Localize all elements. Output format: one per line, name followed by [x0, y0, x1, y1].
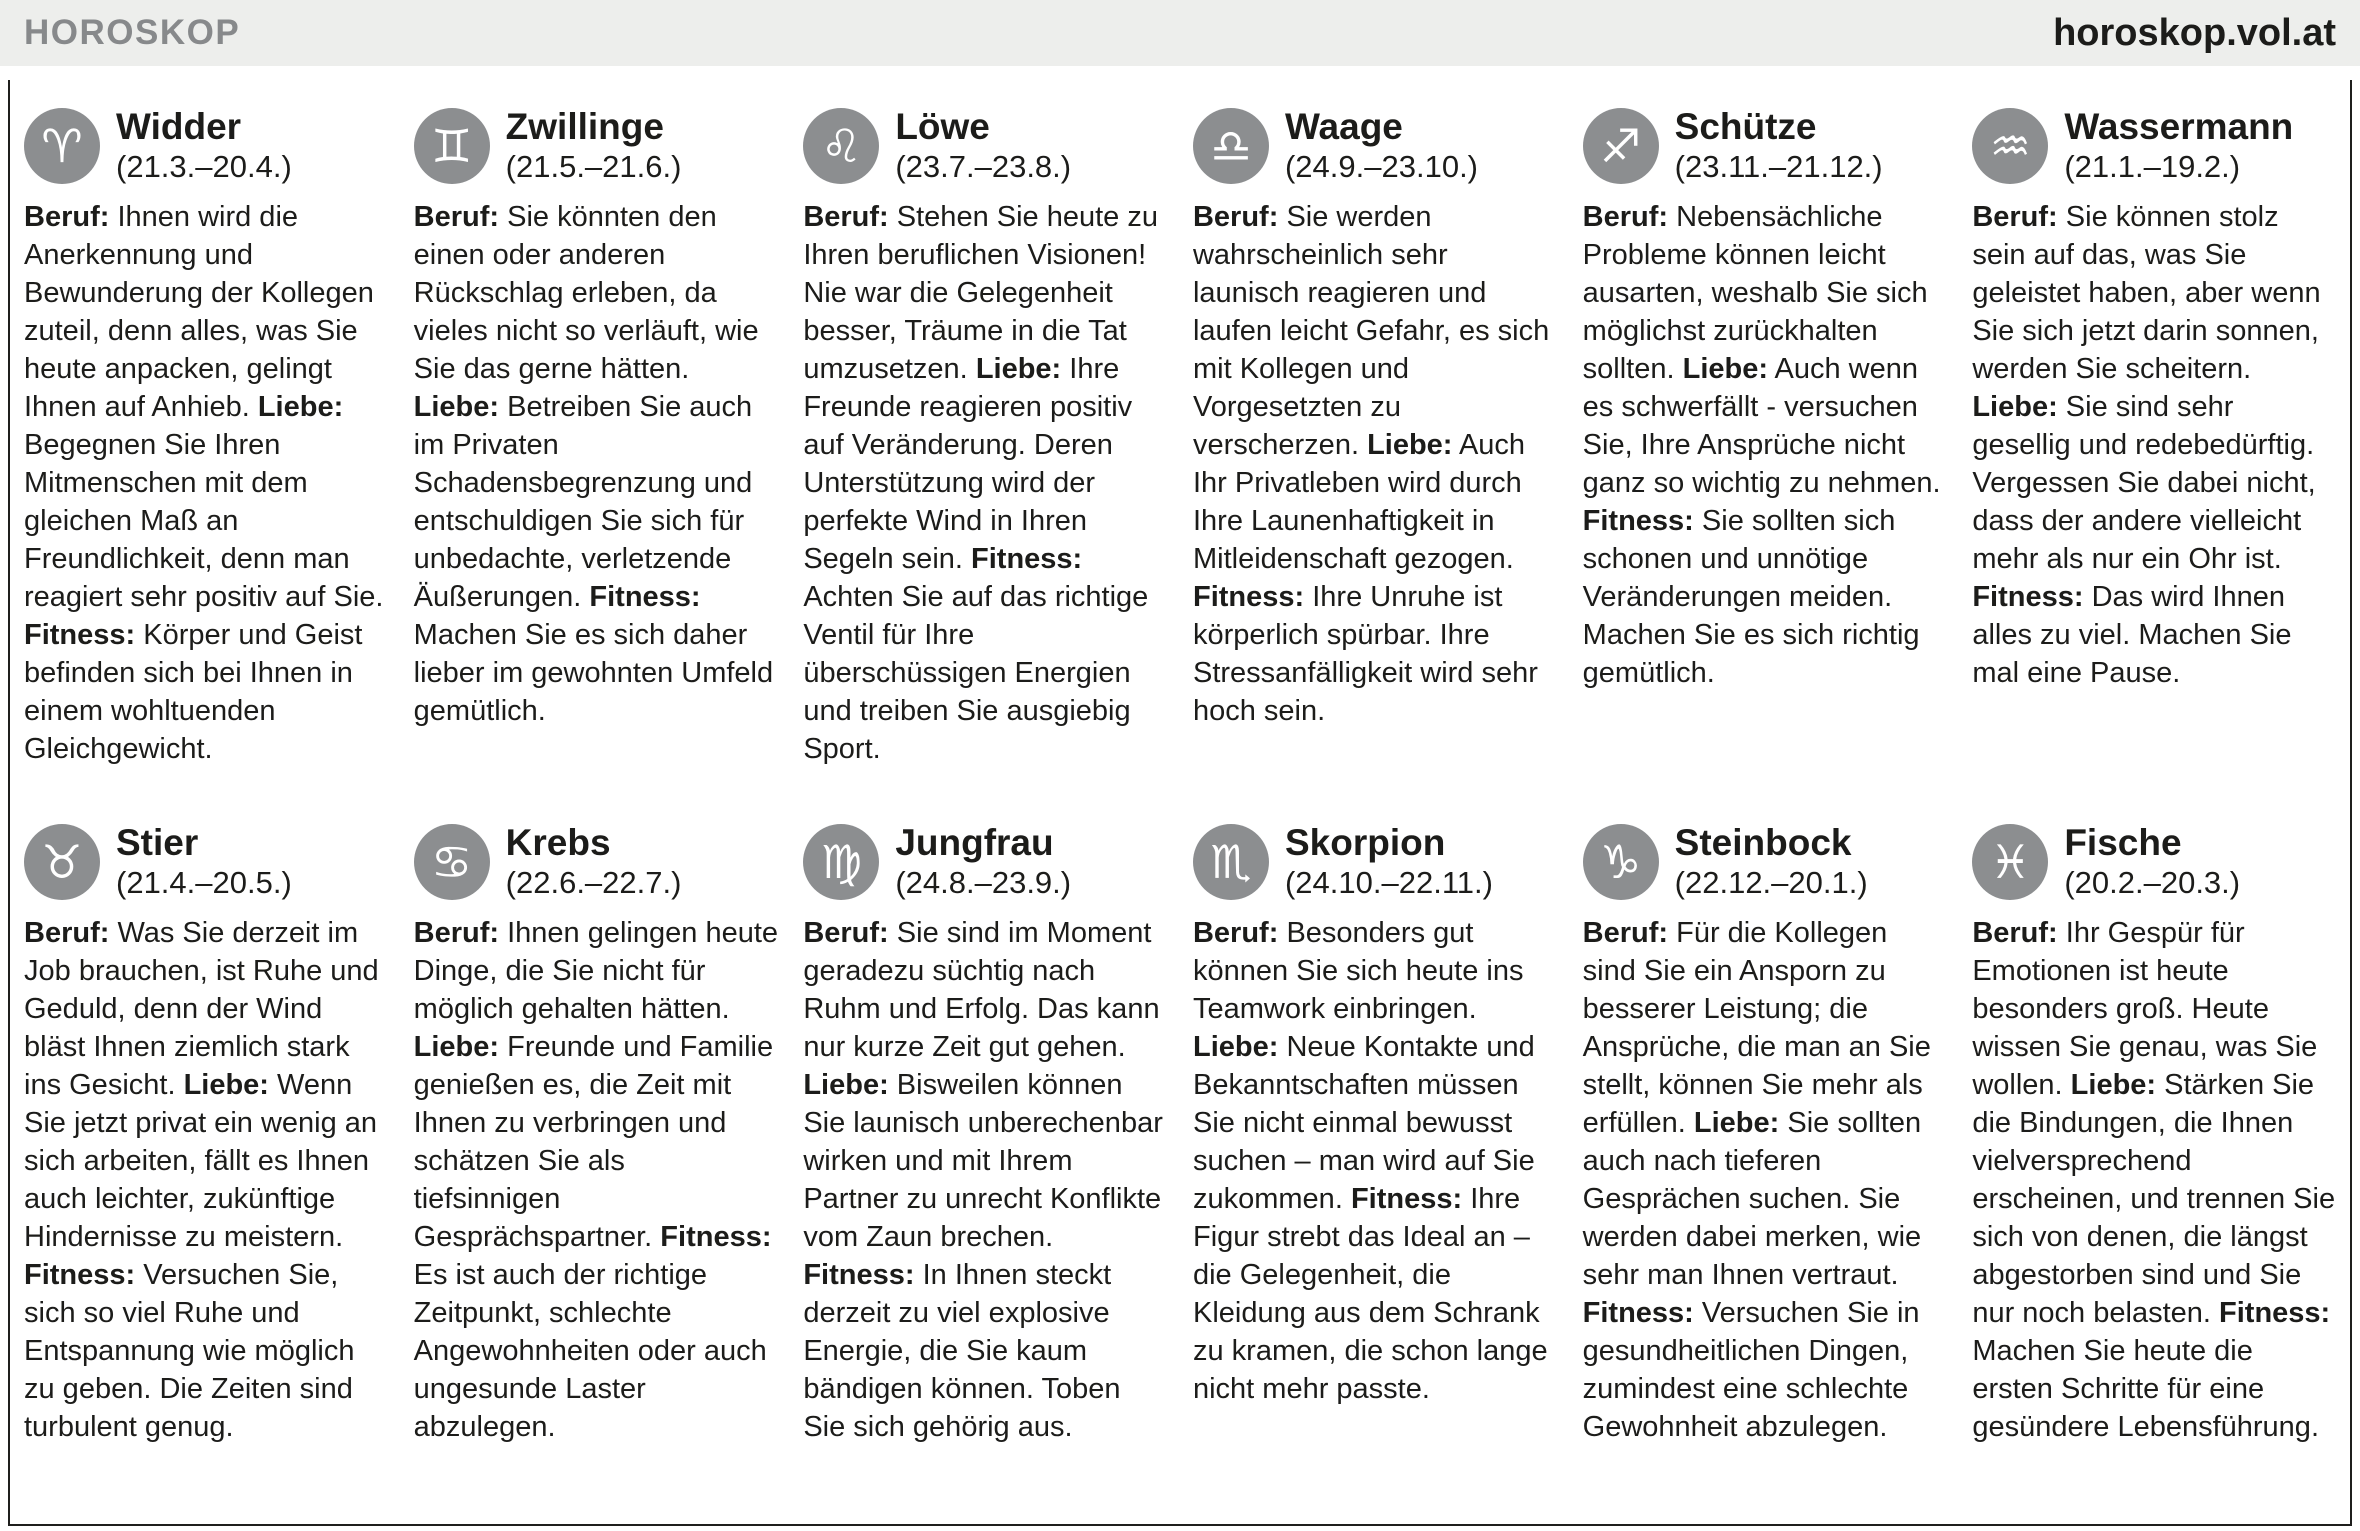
beruf-label: Beruf:	[803, 201, 889, 233]
sign-text	[414, 198, 780, 730]
sign-dates: (20.2.–20.3.)	[2064, 864, 2241, 900]
gemini-icon	[414, 108, 490, 184]
liebe-label: Liebe:	[257, 391, 344, 423]
sign-header	[1583, 824, 1949, 900]
liebe-text: Auch wenn es schwerfällt - versuchen Sie, Ihre Ansprüche nicht ganz so wichtig zu nehmen.	[1582, 353, 1941, 499]
aquarius-icon	[1972, 108, 2048, 184]
fitness-label: Fitness:	[2219, 1297, 2331, 1329]
aries-glyph: ♈	[41, 119, 83, 173]
liebe-text: Betreiben Sie auch im Privaten Schadensbegrenzung und entschuldigen Sie sich für unbedachte, verletzende Äußerungen.	[413, 391, 753, 613]
taurus-icon	[24, 824, 100, 900]
sign-dates: (23.7.–23.8.)	[895, 148, 1072, 184]
fitness-text: Achten Sie auf das richtige Ventil für Ihre überschüssigen Energien und treiben Sie ausgiebig Sport.	[803, 581, 1149, 765]
sign-name: Fische	[2064, 822, 2182, 864]
sign-dates: (21.4.–20.5.)	[116, 864, 292, 900]
sign-text	[803, 914, 1169, 1446]
sign-name: Steinbock	[1674, 822, 1852, 864]
sign-card-steinbock	[1583, 824, 1949, 1446]
site-url: horoskop.vol.at	[2053, 11, 2336, 54]
page-title: HOROSKOP	[24, 13, 241, 52]
fitness-label: Fitness:	[589, 581, 701, 613]
liebe-text: Bisweilen können Sie launisch unberechenbar wirken und mit Ihrem Partner zu unrecht Konflikte vom Zaun brechen.	[803, 1069, 1163, 1253]
beruf-label: Beruf:	[24, 917, 110, 949]
liebe-label: Liebe:	[1192, 1031, 1279, 1063]
fitness-label: Fitness:	[24, 619, 136, 651]
liebe-text: Ihre Freunde reagieren positiv auf Veränderung. Deren Unterstützung wird der perfekte Wind in Ihren Segeln sein.	[803, 353, 1133, 575]
liebe-label: Liebe:	[1693, 1107, 1780, 1139]
liebe-label: Liebe:	[975, 353, 1062, 385]
sign-header	[803, 108, 1169, 184]
sign-dates: (21.5.–21.6.)	[505, 148, 682, 184]
capricorn-icon	[1583, 824, 1659, 900]
liebe-label: Liebe:	[183, 1069, 269, 1101]
liebe-text: Wenn Sie jetzt privat ein wenig an sich arbeiten, fällt es Ihnen auch leichter, zukünftige Hindernisse zu meistern.	[24, 1069, 378, 1253]
sign-text	[1583, 198, 1949, 692]
beruf-label: Beruf:	[413, 917, 500, 949]
sign-text	[803, 198, 1169, 768]
sign-dates: (23.11.–21.12.)	[1674, 148, 1883, 184]
beruf-text: Besonders gut können Sie sich heute ins Teamwork einbringen.	[1192, 917, 1524, 1025]
leo-glyph: ♌	[820, 119, 862, 173]
sign-card-widder	[24, 108, 390, 768]
libra-glyph: ♎	[1210, 119, 1252, 173]
sign-name: Wassermann	[2064, 106, 2294, 148]
sign-name: Widder	[116, 106, 242, 148]
fitness-text: Ihre Figur strebt das Ideal an – die Gelegenheit, die Kleidung aus dem Schrank zu kramen, die schon lange nicht mehr passte.	[1192, 1183, 1548, 1405]
sign-text	[24, 198, 390, 768]
virgo-icon	[803, 824, 879, 900]
beruf-text: Stehen Sie heute zu Ihren beruflichen Visionen! Nie war die Gelegenheit besser, Träume in die Tat umzusetzen.	[803, 201, 1158, 385]
aries-icon	[24, 108, 100, 184]
beruf-text: Für die Kollegen sind Sie ein Ansporn zu besserer Leistung; die Ansprüche, die man an Sie stellt, können Sie mehr als erfüllen.	[1582, 917, 1931, 1139]
sign-header	[1193, 108, 1559, 184]
beruf-label: Beruf:	[1972, 201, 2058, 233]
fitness-text: Machen Sie es sich daher lieber im gewohnten Umfeld gemütlich.	[413, 619, 774, 727]
fitness-label: Fitness:	[660, 1221, 772, 1253]
beruf-label: Beruf:	[1582, 201, 1669, 233]
fitness-label: Fitness:	[1192, 581, 1305, 613]
sign-dates: (24.9.–23.10.)	[1284, 148, 1479, 184]
sign-card-zwillinge	[414, 108, 780, 768]
cancer-glyph: ♋	[431, 835, 473, 889]
beruf-label: Beruf:	[1192, 917, 1279, 949]
liebe-label: Liebe:	[2070, 1069, 2157, 1101]
fitness-label: Fitness:	[1972, 581, 2084, 613]
beruf-text: Ihnen wird die Anerkennung und Bewunderung der Kollegen zuteil, denn alles, was Sie heute anpacken, gelingt Ihnen auf Anhieb.	[24, 201, 374, 423]
sign-dates: (21.1.–19.2.)	[2064, 148, 2241, 184]
sign-name: Krebs	[505, 822, 611, 864]
liebe-label: Liebe:	[1682, 353, 1769, 385]
signs-grid	[24, 108, 2338, 1446]
fitness-text: Machen Sie heute die ersten Schritte für eine gesündere Lebensführung.	[1972, 1335, 2319, 1443]
sign-header	[24, 824, 390, 900]
liebe-label: Liebe:	[413, 1031, 500, 1063]
fitness-text: Körper und Geist befinden sich bei Ihnen in einem wohltuenden Gleichgewicht.	[24, 619, 363, 765]
liebe-text: Sie sollten auch nach tieferen Gesprächen suchen. Sie werden dabei merken, wie sehr man Ihnen vertraut.	[1582, 1107, 1922, 1291]
fitness-label: Fitness:	[1582, 505, 1694, 537]
sign-dates: (22.6.–22.7.)	[505, 864, 682, 900]
beruf-text: Nebensächliche Probleme können leicht ausarten, weshalb Sie sich möglichst zurückhalten sollten.	[1582, 201, 1928, 385]
beruf-text: Sie werden wahrscheinlich sehr launisch reagieren und laufen leicht Gefahr, es sich mit Kollegen und Vorgesetzten zu verscherzen.	[1192, 201, 1550, 461]
capricorn-glyph: ♑	[1600, 835, 1642, 889]
beruf-text: Ihr Gespür für Emotionen ist heute besonders groß. Heute wissen Sie genau, was Sie wollen.	[1972, 917, 2318, 1101]
sign-card-jungfrau	[803, 824, 1169, 1446]
sign-name: Skorpion	[1284, 822, 1446, 864]
beruf-label: Beruf:	[1192, 201, 1279, 233]
fitness-label: Fitness:	[1350, 1183, 1463, 1215]
liebe-text: Sie sind sehr gesellig und redebedürftig. Vergessen Sie dabei nicht, dass der andere vielleicht mehr als nur ein Ohr ist.	[1972, 391, 2316, 575]
liebe-text: Begegnen Sie Ihren Mitmenschen mit dem gleichen Maß an Freundlichkeit, denn man reagiert sehr positiv auf Sie.	[24, 429, 384, 613]
pisces-glyph: ♓	[1989, 835, 2031, 889]
fitness-label: Fitness:	[803, 1259, 915, 1291]
beruf-label: Beruf:	[803, 917, 889, 949]
sign-card-fische	[1972, 824, 2338, 1446]
sign-dates: (22.12.–20.1.)	[1674, 864, 1868, 900]
sign-name: Zwillinge	[505, 106, 664, 148]
fitness-text: Das wird Ihnen alles zu viel. Machen Sie mal eine Pause.	[1972, 581, 2292, 689]
virgo-glyph: ♍	[820, 835, 862, 889]
beruf-text: Ihnen gelingen heute Dinge, die Sie nicht für möglich gehalten hätten.	[413, 917, 779, 1025]
sign-name: Jungfrau	[895, 822, 1054, 864]
sign-header	[803, 824, 1169, 900]
sign-name: Waage	[1284, 106, 1403, 148]
beruf-text: Was Sie derzeit im Job brauchen, ist Ruhe und Geduld, denn der Wind bläst Ihnen ziemlich stark ins Gesicht.	[24, 917, 379, 1101]
sign-header	[1972, 108, 2338, 184]
fitness-text: Es ist auch der richtige Zeitpunkt, schlechte Angewohnheiten oder auch ungesunde Laster abzulegen.	[413, 1259, 767, 1443]
beruf-label: Beruf:	[24, 201, 110, 233]
fitness-label: Fitness:	[1582, 1297, 1694, 1329]
libra-icon	[1193, 108, 1269, 184]
sign-card-loewe	[803, 108, 1169, 768]
beruf-text: Sie könnten den einen oder anderen Rückschlag erleben, da vieles nicht so verläuft, wie Sie das gerne hätten.	[413, 201, 759, 385]
sign-text	[414, 914, 780, 1446]
taurus-glyph: ♉	[41, 835, 83, 889]
beruf-text: Sie sind im Moment geradezu süchtig nach Ruhm und Erfolg. Das kann nur kurze Zeit gut gehen.	[803, 917, 1160, 1063]
sagittarius-icon	[1583, 108, 1659, 184]
liebe-label: Liebe:	[1367, 429, 1453, 461]
fitness-text: Versuchen Sie in gesundheitlichen Dingen, zumindest eine schlechte Gewohnheit abzulegen.	[1582, 1297, 1920, 1443]
pisces-icon	[1972, 824, 2048, 900]
sign-header	[24, 108, 390, 184]
fitness-text: In Ihnen steckt derzeit zu viel explosive Energie, die Sie kaum bändigen können. Toben Sie sich gehörig aus.	[803, 1259, 1121, 1443]
sign-card-krebs	[414, 824, 780, 1446]
sign-name: Stier	[116, 822, 199, 864]
sign-card-schuetze	[1583, 108, 1949, 768]
sign-header	[414, 108, 780, 184]
beruf-label: Beruf:	[1972, 917, 2058, 949]
content-frame	[8, 80, 2352, 1526]
scorpio-icon	[1193, 824, 1269, 900]
liebe-text: Stärken Sie die Bindungen, die Ihnen vielversprechend erscheinen, und trennen Sie sich von denen, die längst abgestorben sind und Sie nur noch belasten.	[1972, 1069, 2336, 1329]
sign-card-waage	[1193, 108, 1559, 768]
beruf-text: Sie können stolz sein auf das, was Sie geleistet haben, aber wenn Sie sich jetzt darin sonnen, werden Sie scheitern.	[1972, 201, 2321, 385]
fitness-text: Ihre Unruhe ist körperlich spürbar. Ihre Stressanfälligkeit wird sehr hoch sein.	[1192, 581, 1538, 727]
fitness-text: Versuchen Sie, sich so viel Ruhe und Entspannung wie möglich zu geben. Die Zeiten sind turbulent genug.	[24, 1259, 355, 1443]
sign-text	[1583, 914, 1949, 1446]
fitness-label: Fitness:	[971, 543, 1083, 575]
sign-text	[1972, 914, 2338, 1446]
scorpio-glyph: ♏	[1210, 835, 1252, 889]
sign-text	[1193, 198, 1559, 730]
sign-header	[1583, 108, 1949, 184]
liebe-text: Neue Kontakte und Bekanntschaften müssen Sie nicht einmal bewusst suchen – man wird auf Sie zukommen.	[1192, 1031, 1535, 1215]
sagittarius-glyph: ♐	[1600, 119, 1642, 173]
sign-dates: (24.10.–22.11.)	[1284, 864, 1493, 900]
sign-text	[1972, 198, 2338, 692]
liebe-label: Liebe:	[803, 1069, 889, 1101]
liebe-text: Freunde und Familie genießen es, die Zeit mit Ihnen zu verbringen und schätzen Sie als tiefsinnigen Gesprächspartner.	[413, 1031, 774, 1253]
leo-icon	[803, 108, 879, 184]
sign-name: Schütze	[1674, 106, 1817, 148]
gemini-glyph: ♊	[431, 119, 473, 173]
sign-header	[414, 824, 780, 900]
aquarius-glyph: ♒	[1989, 119, 2031, 173]
sign-text	[1193, 914, 1559, 1408]
sign-card-skorpion	[1193, 824, 1559, 1446]
beruf-label: Beruf:	[413, 201, 500, 233]
liebe-label: Liebe:	[413, 391, 500, 423]
fitness-text: Sie sollten sich schonen und unnötige Veränderungen meiden. Machen Sie es sich richtig gemütlich.	[1582, 505, 1920, 689]
cancer-icon	[414, 824, 490, 900]
fitness-label: Fitness:	[24, 1259, 136, 1291]
sign-text	[24, 914, 390, 1446]
sign-dates: (24.8.–23.9.)	[895, 864, 1072, 900]
sign-header	[1972, 824, 2338, 900]
sign-header	[1193, 824, 1559, 900]
sign-dates: (21.3.–20.4.)	[116, 148, 292, 184]
sign-card-stier	[24, 824, 390, 1446]
sign-name: Löwe	[895, 106, 990, 148]
page-header	[0, 0, 2360, 66]
liebe-text: Auch Ihr Privatleben wird durch Ihre Launenhaftigkeit in Mitleidenschaft gezogen.	[1192, 429, 1526, 575]
liebe-label: Liebe:	[1972, 391, 2058, 423]
beruf-label: Beruf:	[1582, 917, 1669, 949]
sign-card-wassermann	[1972, 108, 2338, 768]
